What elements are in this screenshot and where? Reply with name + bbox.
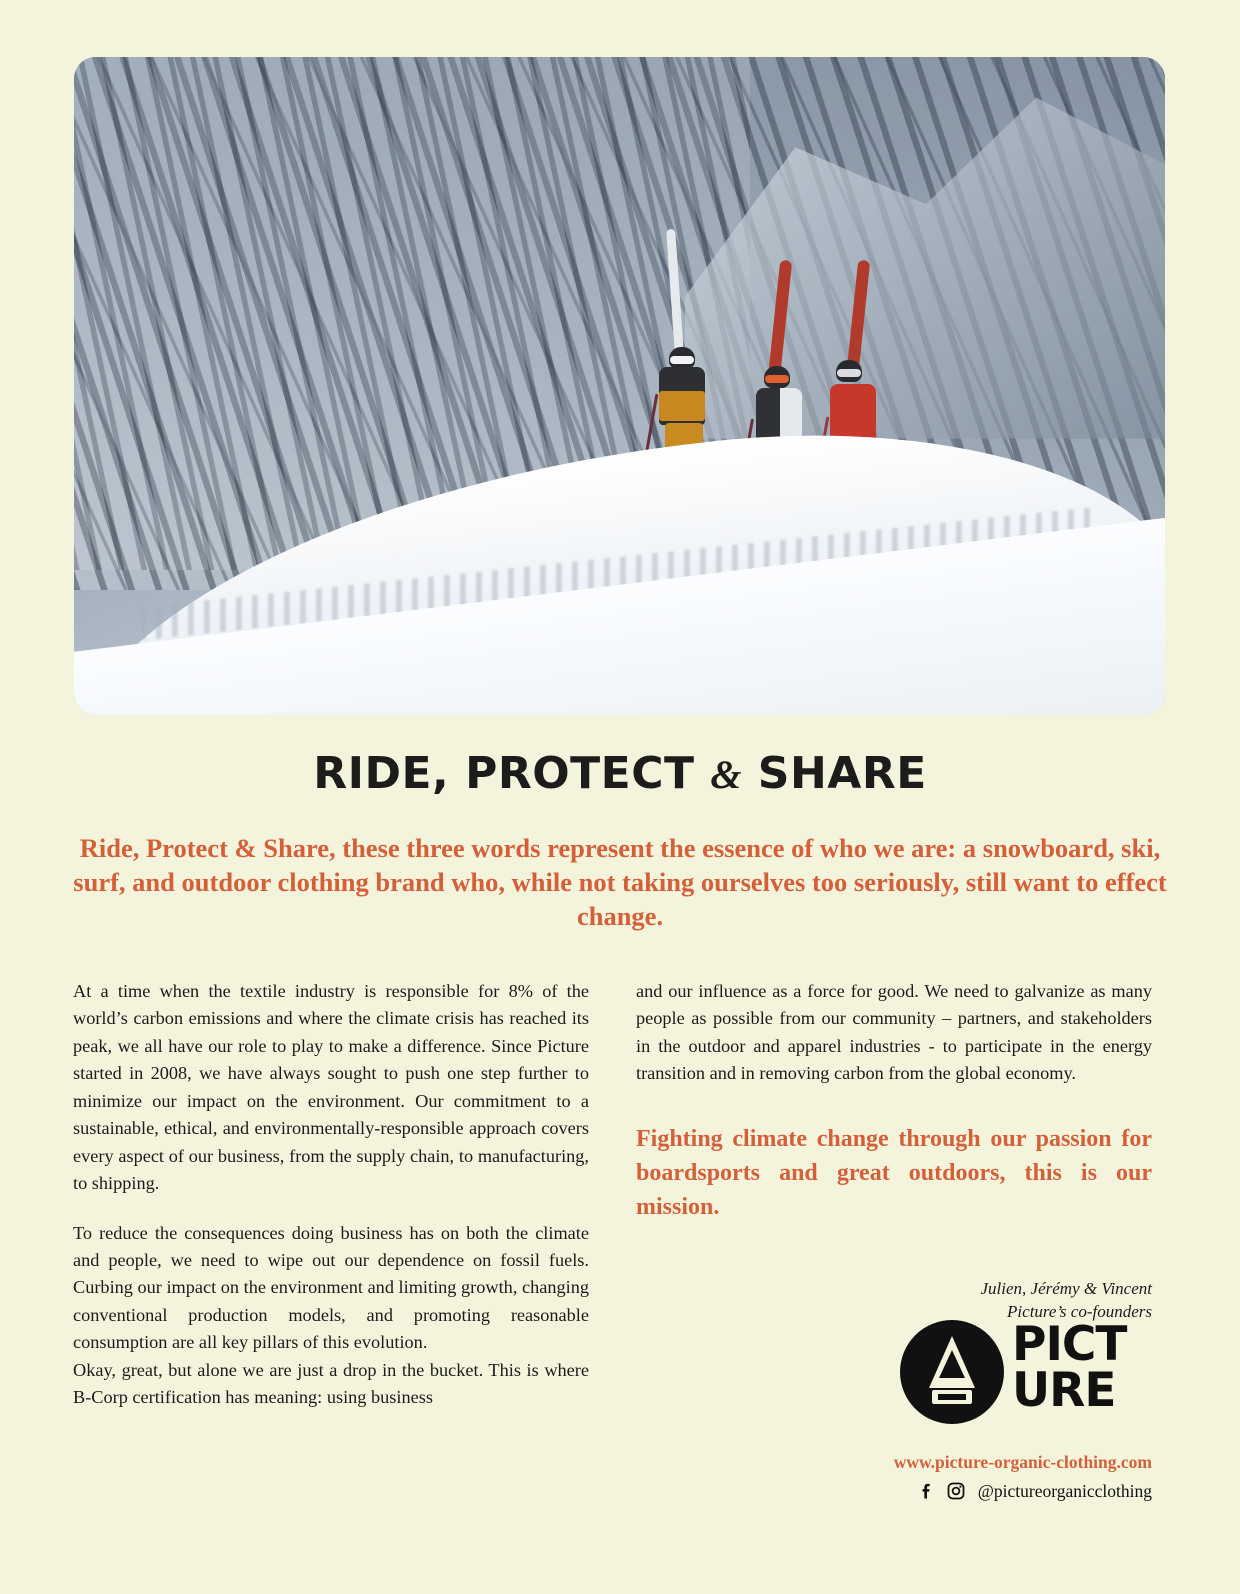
website-link[interactable]: www.picture-organic-clothing.com [893, 1452, 1152, 1472]
logo-badge-circle [900, 1320, 1004, 1424]
hero-image [74, 57, 1165, 715]
goggles-icon-1 [670, 356, 694, 364]
goggles-icon-3 [837, 369, 861, 377]
body-column-left [73, 978, 589, 1434]
page-title [0, 748, 1240, 799]
signature-role: Picture’s co-founders [1007, 1301, 1152, 1321]
tree-base-icon [932, 1390, 972, 1404]
right-paragraph-1: and our influence as a force for good. We need to galvanize as many people as possible from our community – partners, and stakeholders in the outdoor and apparel industries - to participate in the energy transition and in removing carbon from the global economy. [636, 981, 1152, 1084]
left-paragraph-2: To reduce the consequences doing business has on both the climate and people, we need to wipe out our dependence on fossil fuels. Curbing our impact on the environment and limiting growth, changing conventional production models, and promoting reasonable consumption are all key pillars of this evolution. [73, 1222, 589, 1353]
goggles-icon-2 [765, 375, 789, 383]
facebook-icon[interactable] [916, 1480, 938, 1502]
mission-statement: Fighting climate change through our passion for boardsports and great outdoors, this is our mission. [636, 1125, 1152, 1220]
social-links [640, 1480, 1152, 1502]
logo-word-line2: URE [1012, 1363, 1116, 1419]
tree-inner-icon [939, 1350, 965, 1378]
picture-logo [900, 1317, 1150, 1430]
subheadline: Ride, Protect & Share, these three words represent the essence of who we are: a snowboard, ski, surf, and outdoor clothing brand who, while not taking ourselves too seriously, still want to effect change. [73, 833, 1167, 931]
left-paragraph-3: Okay, great, but alone we are just a drop in the bucket. This is where B-Corp certification has meaning: using business [73, 1359, 589, 1408]
social-handle[interactable]: @pictureorganicclothing [977, 1480, 1152, 1501]
signature-names: Julien, Jérémy & Vincent [980, 1279, 1152, 1298]
page-title-part1: RIDE, PROTECT [313, 748, 711, 799]
ampersand-glyph: & [710, 752, 742, 797]
logo-word-line1: PICT [1012, 1317, 1127, 1372]
page-title-part2: SHARE [741, 748, 927, 799]
left-paragraph-1: At a time when the textile industry is responsible for 8% of the world’s carbon emissions and where the climate crisis has reached its peak, we all have our role to play to make a difference. Since Picture started in 2008, we have always sought to push one step further to minimize our impact on the environment. Our commitment to a sustainable, ethical, and environmentally-responsible approach covers every aspect of our business, from the supply chain, to manufacturing, to shipping. [73, 981, 589, 1194]
jacket-accent-1 [659, 391, 705, 421]
instagram-icon[interactable] [945, 1480, 967, 1502]
body-column-right [636, 978, 1152, 1321]
logo-wordmark [1012, 1317, 1127, 1419]
